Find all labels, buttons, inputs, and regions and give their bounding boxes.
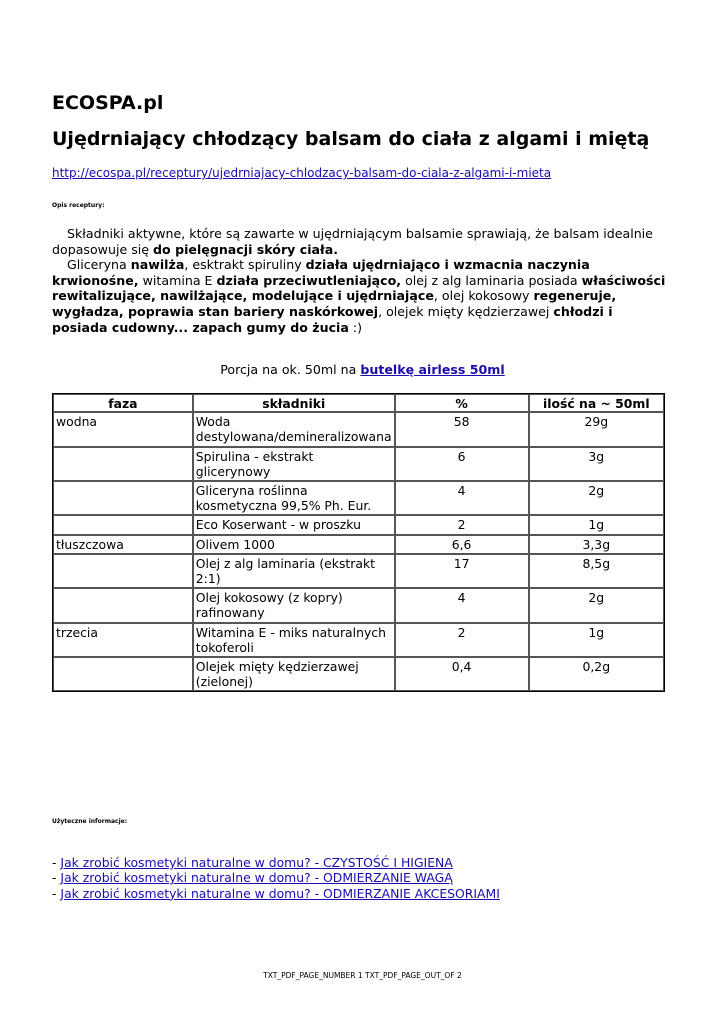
desc-bold: do pielęgnacji skóry ciała. bbox=[153, 241, 339, 257]
percent-cell: 6,6 bbox=[395, 535, 529, 554]
column-header-amount: ilość na ~ 50ml bbox=[529, 394, 664, 412]
percent-cell: 2 bbox=[395, 515, 529, 534]
ingredient-cell: Olejek mięty kędzierzawej (zielonej) bbox=[193, 657, 395, 691]
recipe-description-label: Opis receptury: bbox=[52, 202, 105, 209]
phase-cell bbox=[53, 554, 193, 588]
link-measuring-with-accessories[interactable]: Jak zrobić kosmetyki naturalne w domu? - ODMIERZANIE AKCESORIAMI bbox=[60, 885, 500, 901]
column-header-percent: % bbox=[395, 394, 529, 412]
desc-bold: działa przeciwutleniająco, bbox=[216, 272, 402, 288]
desc-text: , olej kokosowy bbox=[433, 288, 534, 304]
table-row bbox=[53, 481, 664, 515]
list-bullet: - bbox=[52, 855, 61, 870]
percent-cell: 2 bbox=[395, 623, 529, 657]
percent-cell: 4 bbox=[395, 481, 529, 515]
ingredient-cell: Olivem 1000 bbox=[193, 535, 395, 554]
ingredient-cell: Gliceryna roślinna kosmetyczna 99,5% Ph. Eur. bbox=[193, 481, 395, 515]
table-header-row bbox=[53, 394, 664, 412]
desc-bold: właściwości rewitalizujące, nawilżające, modelujące i ujędrniające bbox=[52, 272, 666, 304]
site-title: ECOSPA.pl bbox=[52, 92, 164, 114]
portion-text: Porcja na ok. 50ml na bbox=[220, 362, 361, 377]
desc-text: :) bbox=[348, 319, 363, 335]
phase-cell bbox=[53, 481, 193, 515]
amount-cell: 8,5g bbox=[529, 554, 664, 588]
percent-cell: 0,4 bbox=[395, 657, 529, 691]
ingredient-cell: Woda destylowana/demineralizowana bbox=[193, 412, 395, 446]
list-bullet: - bbox=[52, 870, 61, 886]
recipe-url-link[interactable]: http://ecospa.pl/receptury/ujedrniajacy-chlodzacy-balsam-do-ciala-z-algami-i-mieta bbox=[52, 166, 552, 180]
link-measuring-by-weight[interactable]: Jak zrobić kosmetyki naturalne w domu? - ODMIERZANIE WAGĄ bbox=[60, 870, 453, 886]
description-paragraph-1 bbox=[52, 226, 672, 257]
desc-text: Składniki aktywne, które są zawarte w ujędrniającym balsamie sprawiają, że balsam idealnie dopasowuje się bbox=[52, 226, 653, 257]
phase-cell: tłuszczowa bbox=[53, 535, 193, 554]
amount-cell: 1g bbox=[529, 623, 664, 657]
desc-text: Gliceryna bbox=[67, 257, 131, 273]
ingredient-cell: Spirulina - ekstrakt glicerynowy bbox=[193, 447, 395, 481]
percent-cell: 6 bbox=[395, 447, 529, 481]
desc-bold: nawilża bbox=[130, 257, 185, 273]
list-item bbox=[52, 886, 500, 901]
desc-bold: chłodzi i posiada cudowny... zapach gumy do żucia bbox=[52, 303, 613, 335]
column-header-ingredients: składniki bbox=[193, 394, 395, 412]
amount-cell: 2g bbox=[529, 588, 664, 622]
phase-cell: trzecia bbox=[53, 623, 193, 657]
amount-cell: 2g bbox=[529, 481, 664, 515]
useful-info-label: Użyteczne informacje: bbox=[52, 818, 128, 825]
phase-cell bbox=[53, 447, 193, 481]
table-row bbox=[53, 535, 664, 554]
column-header-phase: faza bbox=[53, 394, 193, 412]
table-row bbox=[53, 515, 664, 534]
ingredient-cell: Eco Koserwant - w proszku bbox=[193, 515, 395, 534]
list-item bbox=[52, 855, 500, 870]
ingredient-cell: Witamina E - miks naturalnych tokoferoli bbox=[193, 623, 395, 657]
amount-cell: 1g bbox=[529, 515, 664, 534]
amount-cell: 0,2g bbox=[529, 657, 664, 691]
airless-bottle-link[interactable]: butelkę airless 50ml bbox=[360, 362, 505, 377]
page-footer: TXT_PDF_PAGE_NUMBER 1 TXT_PDF_PAGE_OUT_OF 2 bbox=[263, 971, 462, 980]
table-row bbox=[53, 623, 664, 657]
desc-text: , olejek mięty kędzierzawej bbox=[378, 303, 554, 319]
phase-cell bbox=[53, 515, 193, 534]
desc-bold: regeneruje, wygładza, poprawia stan bariery naskórkowej bbox=[52, 288, 617, 319]
table-row bbox=[53, 447, 664, 481]
ingredient-cell: Olej kokosowy (z kopry) rafinowany bbox=[193, 588, 395, 622]
amount-cell: 3g bbox=[529, 447, 664, 481]
amount-cell: 29g bbox=[529, 412, 664, 446]
table-row bbox=[53, 657, 664, 691]
description-paragraph-2 bbox=[52, 257, 672, 335]
page-title: Ujędrniający chłodzący balsam do ciała z algami i miętą bbox=[52, 128, 650, 150]
percent-cell: 17 bbox=[395, 554, 529, 588]
table-row bbox=[53, 412, 664, 446]
table-row bbox=[53, 588, 664, 622]
phase-cell bbox=[53, 588, 193, 622]
desc-bold: działa ujędrniająco i wzmacnia naczynia krwionośne, bbox=[52, 257, 590, 288]
table-row bbox=[53, 554, 664, 588]
desc-text: witamina E bbox=[138, 272, 217, 288]
percent-cell: 4 bbox=[395, 588, 529, 622]
amount-cell: 3,3g bbox=[529, 535, 664, 554]
desc-text: olej z alg laminaria posiada bbox=[401, 272, 582, 288]
list-item bbox=[52, 870, 500, 885]
ingredients-table bbox=[52, 393, 665, 692]
recipe-description bbox=[52, 226, 672, 335]
list-bullet: - bbox=[52, 885, 61, 901]
portion-line bbox=[0, 362, 725, 377]
desc-text: , esktrakt spiruliny bbox=[184, 257, 306, 273]
ingredient-cell: Olej z alg laminaria (ekstrakt 2:1) bbox=[193, 554, 395, 588]
phase-cell: wodna bbox=[53, 412, 193, 446]
useful-links-list bbox=[52, 855, 500, 901]
percent-cell: 58 bbox=[395, 412, 529, 446]
link-cleanliness-hygiene[interactable]: Jak zrobić kosmetyki naturalne w domu? - CZYSTOŚĆ I HIGIENA bbox=[60, 855, 453, 870]
phase-cell bbox=[53, 657, 193, 691]
